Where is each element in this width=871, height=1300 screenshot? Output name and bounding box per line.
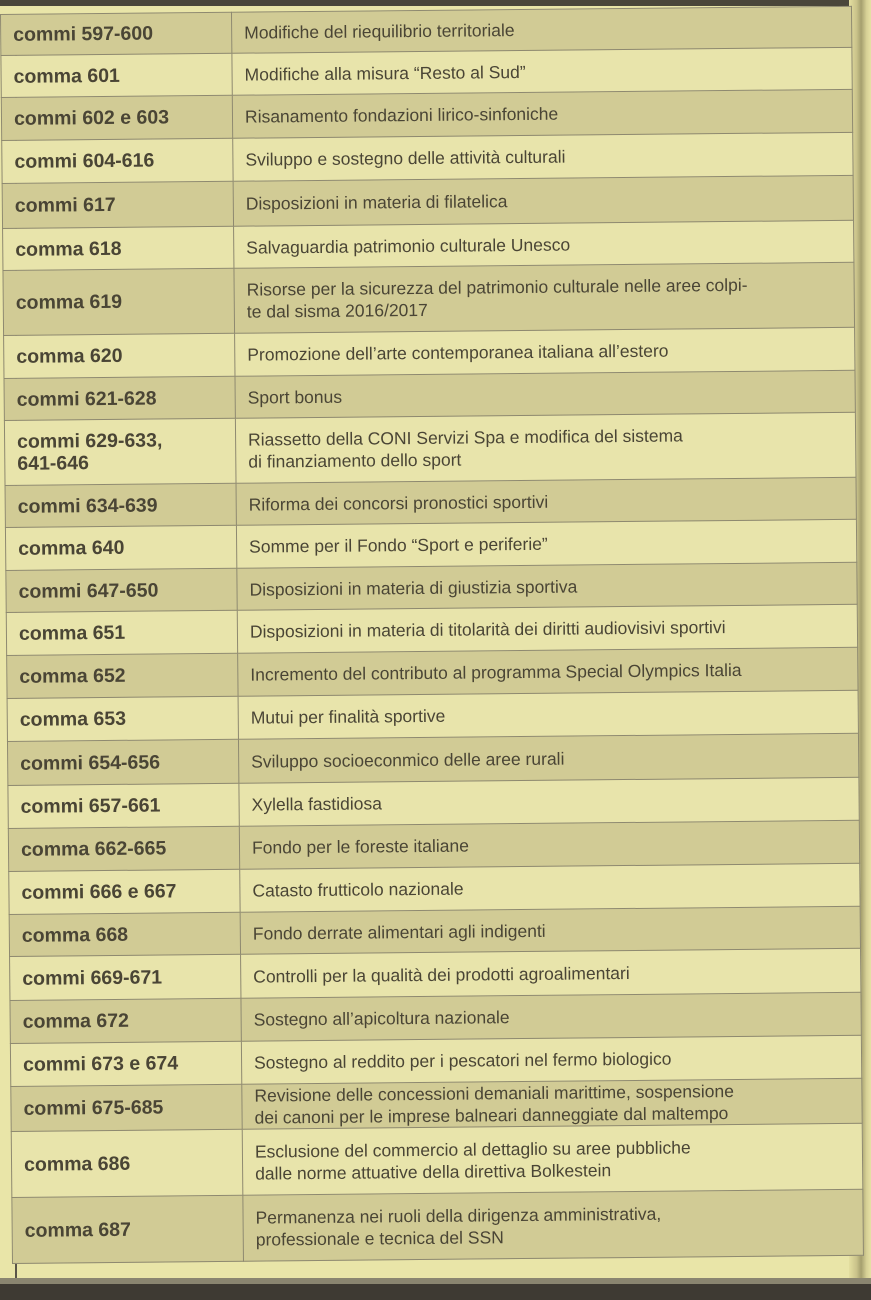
provision-description xyxy=(239,777,859,826)
provision-description xyxy=(231,6,851,53)
provision-description-line: Disposizioni in materia di giustizia sportiva xyxy=(249,575,578,600)
provision-description-line: Sport bonus xyxy=(247,386,343,408)
provision-reference: comma 619 xyxy=(3,268,235,335)
provision-description-line: te dal sisma 2016/2017 xyxy=(246,299,428,322)
provision-description xyxy=(240,906,860,954)
provision-description-line: Xylella fastidiosa xyxy=(251,793,383,815)
provision-reference: comma 653 xyxy=(7,696,238,741)
provisions-table xyxy=(0,6,864,1264)
provision-description xyxy=(241,992,861,1041)
provision-description-line: Permanenza nei ruoli della dirigenza amministrativa, xyxy=(255,1203,662,1228)
provision-reference: commi 654-656 xyxy=(7,739,238,785)
provision-description xyxy=(233,132,853,181)
provision-description xyxy=(240,863,860,912)
provision-description xyxy=(239,820,859,869)
provision-description-line: Mutui per finalità sportive xyxy=(250,705,446,728)
provision-description xyxy=(235,412,856,483)
provision-reference: commi 647-650 xyxy=(6,568,237,612)
provision-reference xyxy=(4,418,236,485)
provision-reference: comma 662-665 xyxy=(8,826,239,871)
provision-reference: commi 621-628 xyxy=(4,376,235,420)
provision-description-line: Riassetto della CONI Servizi Spa e modifica del sistema xyxy=(248,425,683,450)
provision-description xyxy=(238,690,858,739)
provision-description xyxy=(242,1078,862,1129)
table-row xyxy=(4,412,856,485)
provision-description-line: Risorse per la sicurezza del patrimonio culturale nelle aree colpi- xyxy=(246,274,748,300)
provision-reference: commi 597-600 xyxy=(1,12,232,55)
provision-reference: commi 666 e 667 xyxy=(9,869,240,914)
provision-reference: comma 668 xyxy=(9,912,240,956)
provision-reference: comma 618 xyxy=(3,226,234,270)
provision-reference: comma 687 xyxy=(12,1195,244,1263)
table-row xyxy=(11,1123,863,1197)
provision-description-line: professionale e tecnica del SSN xyxy=(255,1226,504,1250)
provision-description xyxy=(238,733,858,783)
provision-reference: commi 657-661 xyxy=(8,783,239,828)
provision-description xyxy=(241,1035,861,1084)
table-row xyxy=(12,1189,864,1263)
provision-reference: commi 634-639 xyxy=(5,483,236,527)
provision-description xyxy=(236,519,856,568)
provision-description-line: Salvaguardia patrimonio culturale Unesco xyxy=(246,234,571,258)
provision-description-line: Sviluppo e sostegno delle attività culturali xyxy=(245,146,566,170)
provision-description xyxy=(232,47,852,95)
provision-reference-line: commi 629-633, xyxy=(17,429,163,453)
provision-reference: comma 652 xyxy=(7,653,238,698)
provision-description xyxy=(237,562,857,610)
provision-description-line: Incremento del contributo al programma Special Olympics Italia xyxy=(250,659,742,685)
provision-reference: commi 675-685 xyxy=(11,1084,242,1131)
provision-description xyxy=(236,477,856,525)
provision-description-line: Modifiche alla misura “Resto al Sud” xyxy=(244,61,526,85)
provision-reference: comma 651 xyxy=(6,610,237,655)
provision-description xyxy=(233,175,853,226)
provisions-table-body xyxy=(1,6,864,1263)
table-row xyxy=(2,175,853,228)
provision-reference: commi 673 e 674 xyxy=(10,1041,241,1086)
page-bottom-edge xyxy=(0,1278,871,1300)
provision-description xyxy=(241,948,861,998)
provision-description-line: dalle norme attuative della direttiva Bolkestein xyxy=(255,1159,612,1184)
provision-description xyxy=(242,1123,863,1195)
provision-description xyxy=(238,647,858,696)
provision-description-line: Fondo per le foreste italiane xyxy=(251,835,470,858)
provision-description-line: Fondo derrate alimentari agli indigenti xyxy=(252,920,546,944)
provision-description-line: dei canoni per le imprese balneari danneggiate dal maltempo xyxy=(254,1103,729,1128)
provision-reference: commi 617 xyxy=(2,181,233,228)
provision-description xyxy=(235,370,855,418)
provision-description-line: Risanamento fondazioni lirico-sinfoniche xyxy=(244,103,559,127)
provision-description-line: Esclusione del commercio al dettaglio su aree pubbliche xyxy=(254,1136,691,1162)
provision-description-line: Promozione dell’arte contemporanea italiana all’estero xyxy=(247,340,669,365)
provision-description xyxy=(237,604,857,653)
provision-description-line: Sviluppo socioeconmico delle aree rurali xyxy=(251,748,565,772)
provision-description-line: Controlli per la qualità dei prodotti agroalimentari xyxy=(253,962,630,987)
page-top-edge xyxy=(0,0,871,6)
provision-description xyxy=(234,220,854,268)
provision-reference: commi 602 e 603 xyxy=(1,95,232,140)
provision-reference: commi 669-671 xyxy=(10,954,241,1000)
provision-reference-line: 641-646 xyxy=(17,452,89,475)
provision-description xyxy=(234,262,855,333)
provision-description-line: Sostegno all’apicoltura nazionale xyxy=(253,1007,510,1030)
provision-description-line: Modifiche del riequilibrio territoriale xyxy=(244,20,515,43)
provision-description-line: Riforma dei concorsi pronostici sportivi xyxy=(248,491,549,515)
provision-reference: comma 640 xyxy=(5,525,236,570)
provision-description xyxy=(235,327,855,376)
provision-description-line: Catasto frutticolo nazionale xyxy=(252,878,464,901)
provision-description xyxy=(232,89,852,138)
provision-reference: comma 686 xyxy=(11,1129,243,1197)
provision-description-line: Revisione delle concessioni demaniali marittime, sospensione xyxy=(254,1081,735,1106)
provision-description-line: Sostegno al reddito per i pescatori nel fermo biologico xyxy=(253,1048,672,1073)
provision-description xyxy=(243,1189,864,1261)
provision-description-line: Disposizioni in materia di titolarità dei diritti audiovisivi sportivi xyxy=(249,617,726,642)
provision-description-line: di finanziamento dello sport xyxy=(248,449,462,472)
provision-reference: commi 604-616 xyxy=(2,138,233,183)
provision-reference: comma 601 xyxy=(1,53,232,97)
provision-description-line: Disposizioni in materia di filatelica xyxy=(245,191,508,214)
provision-reference: comma 672 xyxy=(10,998,241,1043)
table-row xyxy=(11,1078,862,1131)
table-row xyxy=(3,262,855,335)
provision-reference: comma 620 xyxy=(4,333,235,378)
provision-description-line: Somme per il Fondo “Sport e periferie” xyxy=(249,533,548,557)
